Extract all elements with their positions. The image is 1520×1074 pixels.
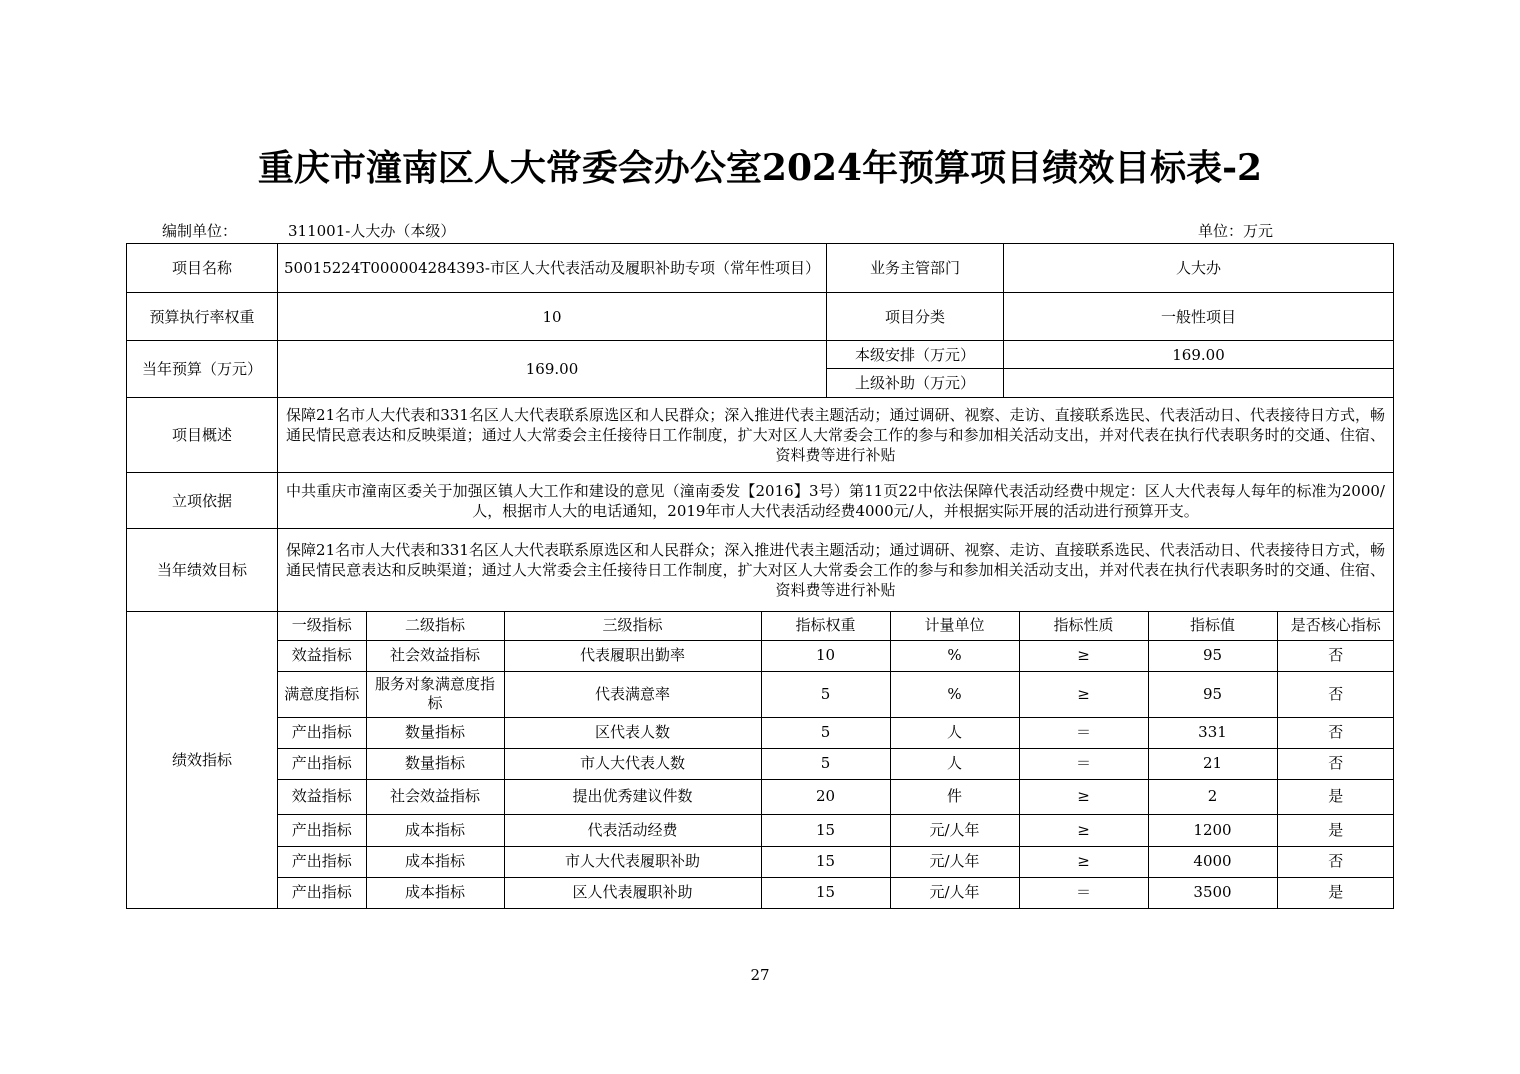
indicator-cell: 4000	[1148, 846, 1277, 877]
indicator-cell: ＝	[1019, 877, 1148, 908]
indicator-cell: 代表履职出勤率	[504, 640, 761, 671]
weight-label: 预算执行率权重	[127, 293, 278, 341]
header-cell: 指标权重	[761, 612, 890, 640]
overview-label: 项目概述	[127, 398, 278, 473]
indicator-cell: 3500	[1148, 877, 1277, 908]
indicator-cell: 社会效益指标	[366, 640, 504, 671]
page-title: 重庆市潼南区人大常委会办公室2024年预算项目绩效目标表-2	[257, 147, 1263, 189]
indicator-cell: 15	[761, 877, 890, 908]
indicator-cell: ≥	[1019, 671, 1148, 717]
basis-row	[127, 473, 1394, 529]
indicator-cell: 人	[890, 717, 1019, 748]
indicator-cell: 是	[1277, 779, 1394, 814]
performance-table	[126, 243, 1394, 909]
indicator-cell: 代表活动经费	[504, 814, 761, 846]
table-row	[278, 814, 1394, 846]
indicators-label: 绩效指标	[127, 612, 278, 909]
goal-value: 保障21名市人大代表和331名区人大代表联系原选区和人民群众；深入推进代表主题活动；通过调研、视察、走访、直接联系选民、代表活动日、代表接待日方式，畅通民情民意表达和反映渠道；通过人大常委会主任接待日工作制度，扩大对区人大常委会工作的参与和参加相关活动支出，并对代表在执行代表职务时的交通、住宿、资料费等进行补贴	[278, 529, 1394, 612]
header-cell: 一级指标	[278, 612, 366, 640]
indicator-cell: 产出指标	[278, 877, 366, 908]
table-row	[278, 779, 1394, 814]
basis-value: 中共重庆市潼南区委关于加强区镇人大工作和建设的意见（潼南委发【2016】3号）第11页22中依法保障代表活动经费中规定：区人大代表每人每年的标准为2000/人，根据市人大的电话通知，2019年市人大代表活动经费4000元/人，并根据实际开展的活动进行预算开支。	[278, 473, 1394, 529]
indicators-table	[278, 612, 1394, 908]
indicator-cell: 社会效益指标	[366, 779, 504, 814]
indicator-cell: 15	[761, 846, 890, 877]
indicator-cell: 否	[1277, 671, 1394, 717]
indicator-cell: 21	[1148, 748, 1277, 779]
indicator-cell: 是	[1277, 877, 1394, 908]
indicator-cell: 数量指标	[366, 717, 504, 748]
indicator-cell: 否	[1277, 846, 1394, 877]
indicator-cell: 元/人年	[890, 877, 1019, 908]
local-budget-label: 本级安排（万元）	[827, 341, 1004, 369]
page-number: 27	[750, 966, 770, 984]
indicator-cell: 10	[761, 640, 890, 671]
indicator-cell: 15	[761, 814, 890, 846]
dept-value: 人大办	[1004, 244, 1394, 293]
indicator-cell: 95	[1148, 671, 1277, 717]
indicators-header-row	[278, 612, 1394, 640]
category-label: 项目分类	[827, 293, 1004, 341]
indicator-cell: 元/人年	[890, 814, 1019, 846]
indicator-cell: 效益指标	[278, 779, 366, 814]
indicator-cell: 成本指标	[366, 814, 504, 846]
goal-label: 当年绩效目标	[127, 529, 278, 612]
upper-budget-label: 上级补助（万元）	[827, 369, 1004, 398]
indicator-cell: 产出指标	[278, 717, 366, 748]
indicator-cell: ＝	[1019, 748, 1148, 779]
weight-value: 10	[278, 293, 827, 341]
indicators-cell	[278, 612, 1394, 909]
indicator-cell: 否	[1277, 748, 1394, 779]
indicator-cell: 市人大代表人数	[504, 748, 761, 779]
indicator-cell: 5	[761, 717, 890, 748]
indicator-cell: 件	[890, 779, 1019, 814]
indicator-cell: 市人大代表履职补助	[504, 846, 761, 877]
indicators-body	[278, 612, 1394, 908]
indicator-cell: 1200	[1148, 814, 1277, 846]
indicator-cell: 产出指标	[278, 846, 366, 877]
indicator-cell: 否	[1277, 717, 1394, 748]
overview-row	[127, 398, 1394, 473]
indicator-cell: %	[890, 671, 1019, 717]
currency-unit: 单位：万元	[1198, 222, 1274, 240]
indicator-cell: 95	[1148, 640, 1277, 671]
project-name-value: 50015224T000004284393-市区人大代表活动及履职补助专项（常年性项目）	[278, 244, 827, 293]
indicator-cell: 5	[761, 671, 890, 717]
table-row	[278, 717, 1394, 748]
project-name-row	[127, 244, 1394, 293]
header-cell: 是否核心指标	[1277, 612, 1394, 640]
indicator-cell: ≥	[1019, 640, 1148, 671]
local-budget-value: 169.00	[1004, 341, 1394, 369]
indicator-cell: 产出指标	[278, 748, 366, 779]
indicator-cell: 成本指标	[366, 877, 504, 908]
indicator-cell: 服务对象满意度指标	[366, 671, 504, 717]
compiling-unit-label: 编制单位：	[162, 222, 238, 240]
indicator-cell: 人	[890, 748, 1019, 779]
table-row	[278, 846, 1394, 877]
upper-budget-value	[1004, 369, 1394, 398]
indicator-cell: 产出指标	[278, 814, 366, 846]
indicator-cell: ≥	[1019, 814, 1148, 846]
indicator-cell: %	[890, 640, 1019, 671]
indicator-cell: ＝	[1019, 717, 1148, 748]
basis-label: 立项依据	[127, 473, 278, 529]
header-cell: 计量单位	[890, 612, 1019, 640]
indicator-cell: 效益指标	[278, 640, 366, 671]
indicator-cell: ≥	[1019, 846, 1148, 877]
budget-row	[127, 341, 1394, 369]
table-row	[278, 671, 1394, 717]
indicator-cell: 数量指标	[366, 748, 504, 779]
indicator-cell: 331	[1148, 717, 1277, 748]
indicator-cell: 满意度指标	[278, 671, 366, 717]
header-cell: 二级指标	[366, 612, 504, 640]
indicator-cell: 成本指标	[366, 846, 504, 877]
dept-label: 业务主管部门	[827, 244, 1004, 293]
indicator-cell: 20	[761, 779, 890, 814]
compiling-unit-value: 311001-人大办（本级）	[288, 222, 456, 240]
indicator-cell: 提出优秀建议件数	[504, 779, 761, 814]
project-name-label: 项目名称	[127, 244, 278, 293]
indicator-cell: 区人代表履职补助	[504, 877, 761, 908]
indicator-cell: 区代表人数	[504, 717, 761, 748]
header-cell: 指标性质	[1019, 612, 1148, 640]
table-row	[278, 640, 1394, 671]
weight-row	[127, 293, 1394, 341]
goal-row	[127, 529, 1394, 612]
indicator-cell: ≥	[1019, 779, 1148, 814]
indicator-cell: 5	[761, 748, 890, 779]
indicator-cell: 2	[1148, 779, 1277, 814]
category-value: 一般性项目	[1004, 293, 1394, 341]
budget-value: 169.00	[278, 341, 827, 398]
budget-label: 当年预算（万元）	[127, 341, 278, 398]
table-row	[278, 748, 1394, 779]
header-cell: 指标值	[1148, 612, 1277, 640]
indicator-cell: 代表满意率	[504, 671, 761, 717]
indicators-row	[127, 612, 1394, 909]
indicator-cell: 是	[1277, 814, 1394, 846]
indicator-cell: 否	[1277, 640, 1394, 671]
table-row	[278, 877, 1394, 908]
overview-value: 保障21名市人大代表和331名区人大代表联系原选区和人民群众；深入推进代表主题活动；通过调研、视察、走访、直接联系选民、代表活动日、代表接待日方式，畅通民情民意表达和反映渠道；通过人大常委会主任接待日工作制度，扩大对区人大常委会工作的参与和参加相关活动支出，并对代表在执行代表职务时的交通、住宿、资料费等进行补贴	[278, 398, 1394, 473]
header-cell: 三级指标	[504, 612, 761, 640]
indicator-cell: 元/人年	[890, 846, 1019, 877]
